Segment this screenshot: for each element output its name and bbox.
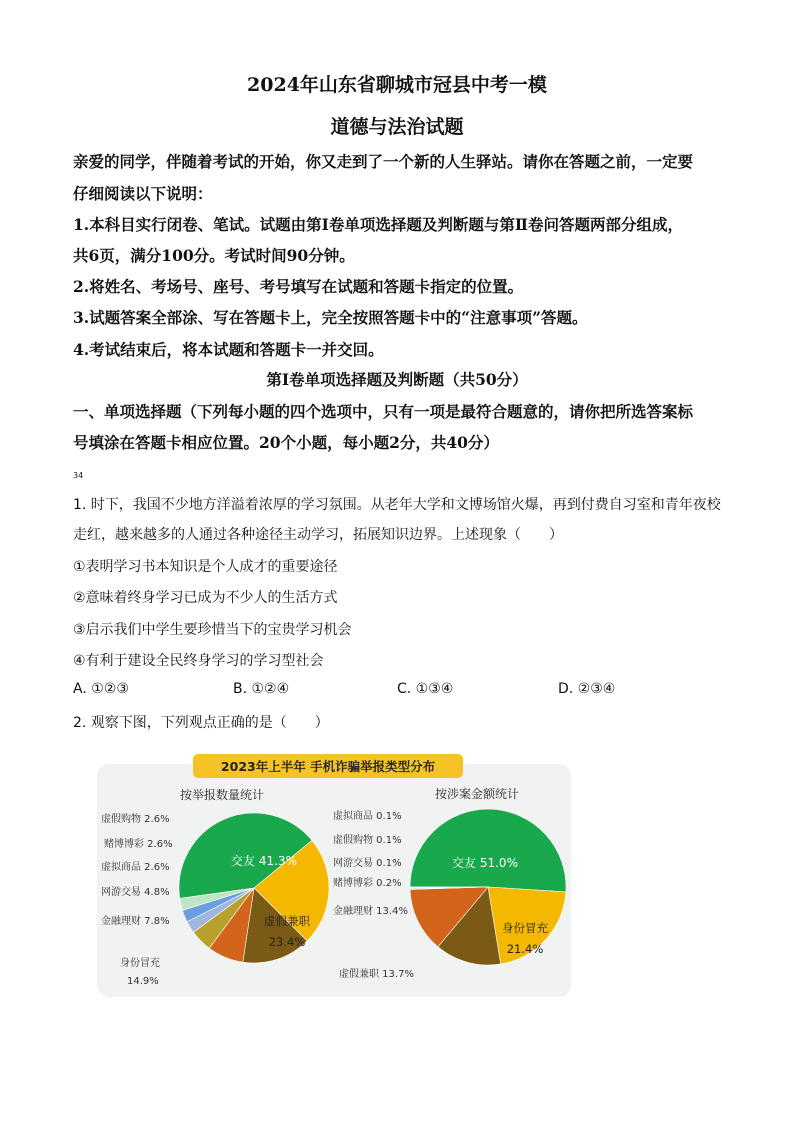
- section-heading: 第Ⅰ卷单项选择题及判断题（共50分）: [266, 370, 528, 389]
- q1-statement-2: ②意味着终身学习已成为不少人的生活方式: [73, 590, 338, 606]
- left-label-gambling: 赌博博彩 2.6%: [104, 839, 173, 850]
- left-label-fake-shopping: 虚假购物 2.6%: [101, 814, 170, 825]
- left-chart-subtitle: 按举报数量统计: [179, 788, 265, 802]
- instruction-1b: 共6页，满分100分。考试时间90分钟。: [73, 246, 355, 265]
- q1-option-a[interactable]: A. ①②③: [73, 681, 129, 697]
- left-pie: [179, 813, 329, 963]
- q1-option-c[interactable]: C. ①③④: [397, 681, 454, 697]
- intro-line-1: 亲爱的同学，伴随着考试的开始，你又走到了一个新的人生驿站。请你在答题之前，一定要: [73, 152, 694, 171]
- right-label-game-trade: 网游交易 0.1%: [333, 858, 402, 869]
- exam-title: 2024年山东省聊城市冠县中考一模: [247, 74, 547, 96]
- right-label-finance: 金融理财 13.4%: [333, 906, 408, 917]
- left-label-friend: 交友 41.3%: [231, 854, 297, 868]
- q2-stem: 2. 观察下图，下列观点正确的是（ ）: [73, 715, 329, 731]
- left-label-job-b: 23.4%: [268, 935, 306, 949]
- fraud-pie-charts: [97, 754, 572, 999]
- q1-statement-3: ③启示我们中学生要珍惜当下的宝贵学习机会: [73, 622, 352, 638]
- right-label-virtual-goods: 虚拟商品 0.1%: [333, 811, 402, 822]
- right-label-identity-b: 21.4%: [506, 942, 544, 956]
- right-label-gambling: 赌博博彩 0.2%: [333, 878, 402, 889]
- q1-statement-1: ①表明学习书本知识是个人成才的重要途径: [73, 559, 338, 575]
- right-label-friend: 交友 51.0%: [452, 856, 518, 870]
- q1-statement-4: ④有利于建设全民终身学习的学习型社会: [73, 653, 324, 669]
- instruction-3: 3.试题答案全部涂、写在答题卡上，完全按照答题卡中的“注意事项”答题。: [73, 308, 588, 327]
- q1-stem-a: 1. 时下，我国不少地方洋溢着浓厚的学习氛围。从老年大学和文博场馆火爆，再到付费自习室和青年夜校: [73, 497, 721, 513]
- exam-subtitle: 道德与法治试题: [330, 116, 464, 138]
- left-label-virtual-goods: 虚拟商品 2.6%: [101, 862, 170, 873]
- instruction-4: 4.考试结束后，将本试题和答题卡一并交回。: [73, 340, 384, 359]
- right-label-fake-shopping: 虚假购物 0.1%: [333, 835, 402, 846]
- q1-option-d[interactable]: D. ②③④: [558, 681, 616, 697]
- instruction-1a: 1.本科目实行闭卷、笔试。试题由第Ⅰ卷单项选择题及判断题与第Ⅱ卷问答题两部分组成，: [73, 215, 683, 234]
- instruction-2: 2.将姓名、考场号、座号、考号填写在试题和答题卡指定的位置。: [73, 277, 524, 296]
- left-label-identity-b: 14.9%: [127, 976, 159, 987]
- part-one-line-a: 一、单项选择题（下列每小题的四个选项中，只有一项是最符合题意的，请你把所选答案标: [73, 402, 694, 421]
- intro-line-2: 仔细阅读以下说明：: [73, 184, 213, 203]
- q1-option-b[interactable]: B. ①②④: [233, 681, 290, 697]
- left-label-identity-a: 身份冒充: [120, 958, 160, 969]
- right-chart-subtitle: 按涉案金额统计: [434, 787, 520, 801]
- q1-stem-b: 走红，越来越多的人通过各种途径主动学习，拓展知识边界。上述现象（ ）: [73, 527, 563, 543]
- part-one-line-b: 号填涂在答题卡相应位置。20个小题，每小题2分，共40分）: [73, 433, 499, 452]
- right-label-job: 虚假兼职 13.7%: [339, 969, 414, 980]
- left-label-finance: 金融理财 7.8%: [101, 916, 170, 927]
- tiny-mark: 34: [73, 471, 84, 480]
- left-label-job-a: 虚假兼职: [264, 914, 310, 928]
- left-label-game-trade: 网游交易 4.8%: [101, 887, 170, 898]
- right-label-identity-a: 身份冒充: [502, 921, 548, 935]
- figure-title: 2023年上半年 手机诈骗举报类型分布: [220, 759, 436, 774]
